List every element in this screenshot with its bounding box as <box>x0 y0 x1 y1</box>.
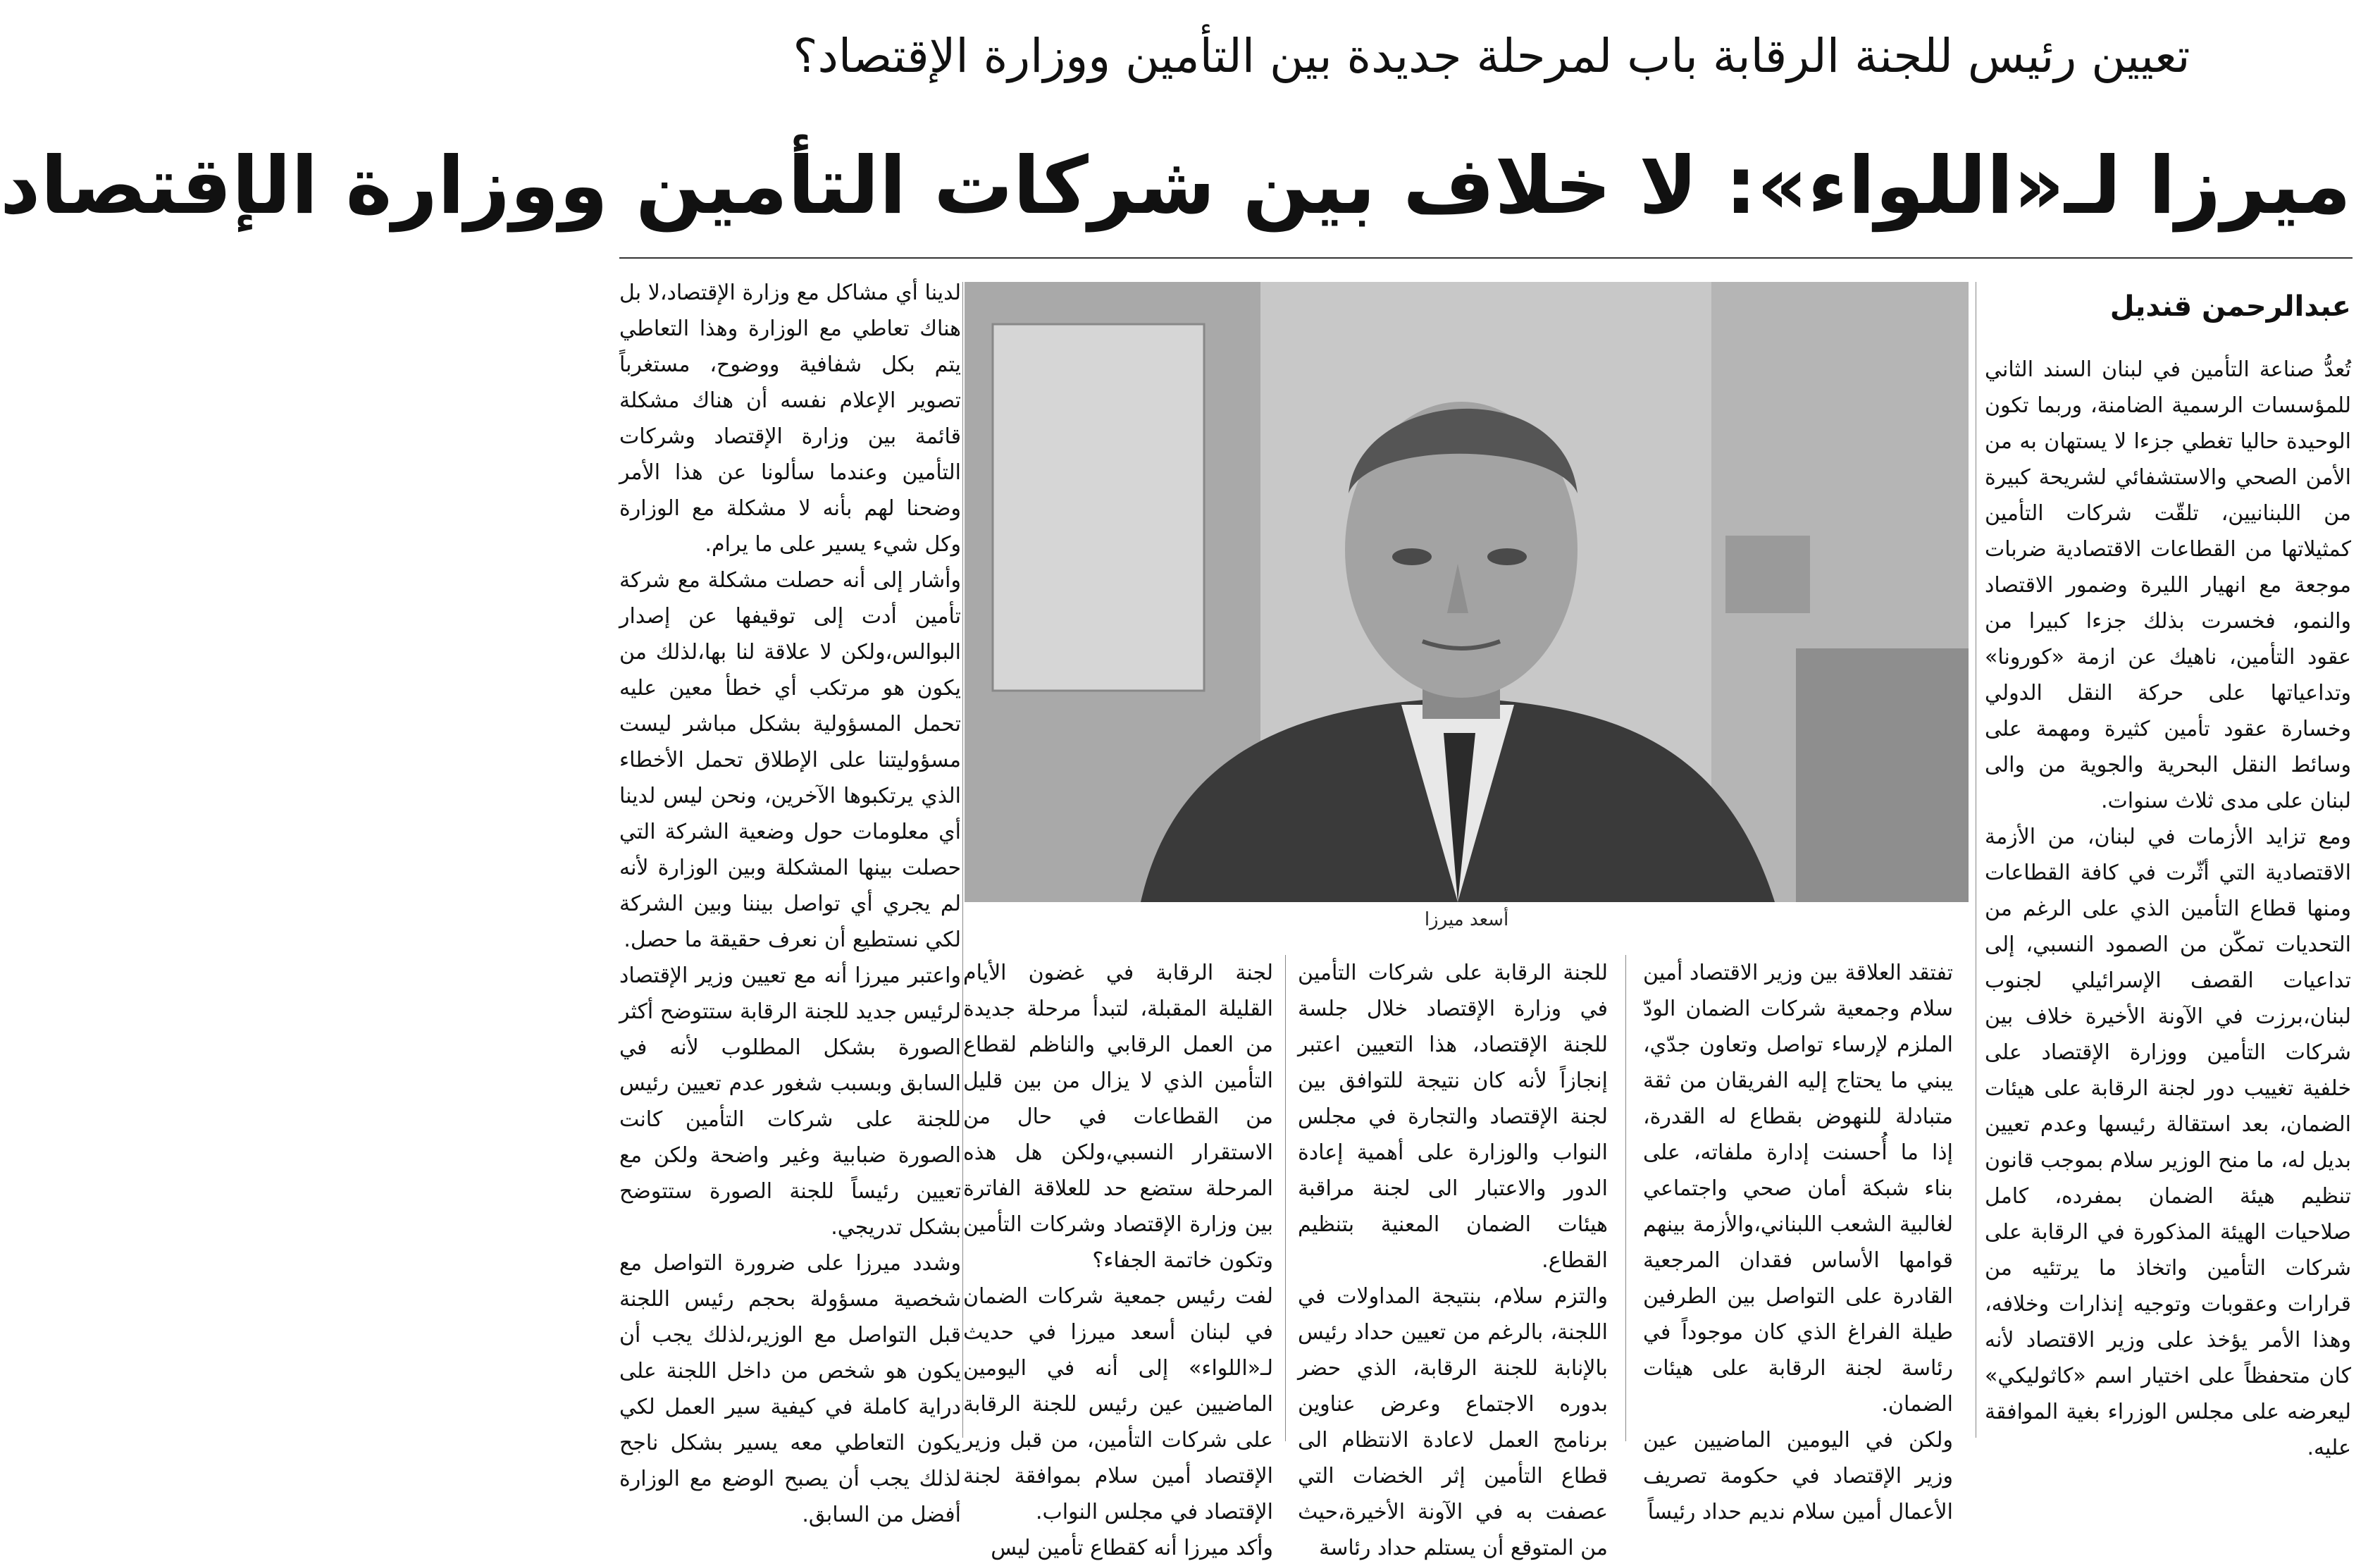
paragraph: تفتقد العلاقة بين وزير الاقتصاد أمين سلام وجمعية شركات الضمان الودّ الملزم لإرساء تواصل وتعاون جدّي، يبني ما يحتاج إليه الفريقان من ثقة متبادلة للنهوض بقطاع له القدرة، إذا ما أُحسنت إدارة ملفاته، على بناء شبكة أمان صحي واجتماعي لغالبية الشعب اللبناني،والأزمة بينهم قوامها الأساس فقدان المرجعية القادرة على التواصل بين الطرفين طيلة الفراغ الذي كان موجوداً في رئاسة لجنة الرقابة على هيئات الضمان. <box>1643 961 1953 1417</box>
article-column-left <box>619 275 961 1527</box>
column-divider <box>1285 955 1286 1441</box>
paragraph: لدينا أي مشاكل مع وزارة الإقتصاد،لا بل هناك تعاطي مع الوزارة وهذا التعاطي يتم بكل شفافية ووضوح، مستغرباً تصوير الإعلام نفسه أن هناك مشكلة قائمة بين وزارة الإقتصاد وشركات التأمين وعندما سألونا عن هذا الأمر وضحنا لهم بأنه لا مشكلة مع الوزارة وكل شيء يسير على ما يرام. <box>619 280 961 557</box>
kicker-headline: تعيين رئيس للجنة الرقابة باب لمرحلة جديدة بين التأمين ووزارة الإقتصاد؟ <box>793 29 2190 83</box>
photo-caption: أسعد ميرزا <box>1424 909 1509 930</box>
article-column-bottom-2 <box>1298 955 1608 1560</box>
paragraph: ولكن في اليومين الماضيين عين وزير الإقتصاد في حكومة تصريف الأعمال أمين سلام نديم حداد رئيساً <box>1643 1428 1953 1524</box>
paragraph: وشدد ميرزا على ضرورة التواصل مع شخصية مسؤولة بحجم رئيس اللجنة قبل التواصل مع الوزير،لذلك يجب أن يكون هو شخص من داخل اللجنة على دراية كاملة في كيفية سير العمل لكي يكون التعاطي معه يسير بشكل ناجح لذلك يجب أن يصبح الوضع مع الوزارة أفضل من السابق. <box>619 1251 961 1527</box>
column-divider <box>962 282 963 1438</box>
paragraph: لفت رئيس جمعية شركات الضمان في لبنان أسعد ميرزا في حديث لـ«اللواء» إلى أنه في اليومين الماضيين عين رئيس للجنة الرقابة على شركات التأمين، من قبل وزير الإقتصاد أمين سلام بموافقة لجنة الإقتصاد في مجلس النواب. <box>963 1284 1273 1524</box>
paragraph: لجنة الرقابة في غضون الأيام القليلة المقبلة، لتبدأ مرحلة جديدة من العمل الرقابي والناظم لقطاع التأمين الذي لا يزال من بين قليل من القطاعات في حال من الاستقرار النسبي،ولكن هل هذه المرحلة ستضع حد للعلاقة الفاترة بين وزارة الإقتصاد وشركات التأمين وتكون خاتمة الجفاء؟ <box>963 961 1273 1273</box>
paragraph: تُعدُّ صناعة التأمين في لبنان السند الثاني للمؤسسات الرسمية الضامنة، وربما تكون الوحيدة حاليا تغطي جزءا لا يستهان به من الأمن الصحي والاستشفائي لشريحة كبيرة من اللبنانيين، تلقّت شركات التأمين كمثيلاتها من القطاعات الاقتصادية ضربات موجعة مع انهيار الليرة وضمور الاقتصاد والنمو، فخسرت بذلك جزءا كبيرا من عقود التأمين، ناهيك عن ازمة «كورونا» وتداعياتها على حركة النقل الدولي وخسارة عقود تأمين كثيرة ومهمة على وسائط النقل البحرية والجوية من والى لبنان على مدى ثلاث سنوات. <box>1985 357 2351 813</box>
main-headline: ميرزا لـ«اللواء»: لا خلاف بين شركات التأمين ووزارة الإقتصاد <box>0 140 2351 232</box>
paragraph: واعتبر ميرزا أنه مع تعيين وزير الإقتصاد لرئيس جديد للجنة الرقابة ستتوضح أكثر الصورة بشكل المطلوب لأنه في السابق وبسبب شغور عدم تعيين رئيس للجنة على شركات التأمين كانت الصورة ضبابية وغير واضحة ولكن مع تعيين رئيساً للجنة الصورة ستتوضح بشكل تدريجي. <box>619 963 961 1240</box>
article-column-bottom-3 <box>963 955 1273 1560</box>
paragraph: للجنة الرقابة على شركات التأمين في وزارة الإقتصاد خلال جلسة للجنة الإقتصاد، هذا التعيين اعتبر إنجازاً لأنه كان نتيجة للتوافق بين لجنة الإقتصاد والتجارة في مجلس النواب والوزارة على أهمية إعادة الدور والاعتبار الى لجنة مراقبة هيئات الضمان المعنية بتنظيم القطاع. <box>1298 961 1608 1273</box>
byline: عبدالرحمن قنديل <box>2109 290 2351 323</box>
article-column-bottom-1 <box>1643 955 1953 1524</box>
portrait-photo <box>965 282 1969 902</box>
paragraph: وأكد ميرزا أنه كقطاع تأمين ليس <box>991 1536 1273 1560</box>
paragraph: وأشار إلى أنه حصلت مشكلة مع شركة تأمين أدت إلى توقيفها عن إصدار البوالس،ولكن لا علاقة لنا بها،لذلك من يكون هو مرتكب أي خطأ معين عليه تحمل المسؤولية بشكل مباشر ليست مسؤوليتنا على الإطلاق تحمل الأخطاء الذي يرتكبوها الآخرين، ونحن ليس لدينا أي معلومات حول وضعية الشركة التي حصلت بينها المشكلة وبين الوزارة لأنه لم يجري أي تواصل بيننا وبين الشركة لكي نستطيع أن نعرف حقيقة ما حصل. <box>619 568 961 952</box>
article-column-right <box>1985 285 2351 1460</box>
paragraph: والتزم سلام، بنتيجة المداولات في اللجنة، بالرغم من تعيين حداد رئيس بالإنابة للجنة الرقابة، الذي حضر بدوره الاجتماع وعرض عناوين برنامج العمل لاعادة الانتظام الى قطاع التأمين إثر الخضات التي عصفت به في الآونة الأخيرة،حيث من المتوقع أن يستلم حداد رئاسة <box>1298 1284 1608 1560</box>
portrait-illustration <box>965 282 1969 902</box>
paragraph: ومع تزايد الأزمات في لبنان، من الأزمة الاقتصادية التي أثّرت في كافة القطاعات ومنها قطاع التأمين الذي على الرغم من التحديات تمكّن من الصمود النسبي، إلى تداعيات القصف الإسرائيلي لجنوب لبنان،برزت في الآونة الأخيرة خلاف بين شركات التأمين ووزارة الإقتصاد على خلفية تغييب دور لجنة الرقابة على هيئات الضمان، بعد استقالة رئيسها وعدم تعيين بديل له، ما منح الوزير سلام بموجب قانون تنظيم هيئة الضمان بمفرده، كامل صلاحيات الهيئة المذكورة في الرقابة على شركات التأمين واتخاذ ما يرتئيه من قرارات وعقوبات وتوجيه إنذارات وخلافه، وهذا الأمر يؤخذ على وزير الاقتصاد لأنه كان متحفظاً على اختيار اسم «كاثوليكي» ليعرضه على مجلس الوزراء بغية الموافقة عليه. <box>1985 825 2351 1460</box>
headline-rule <box>619 257 2353 259</box>
column-divider <box>1625 955 1626 1441</box>
